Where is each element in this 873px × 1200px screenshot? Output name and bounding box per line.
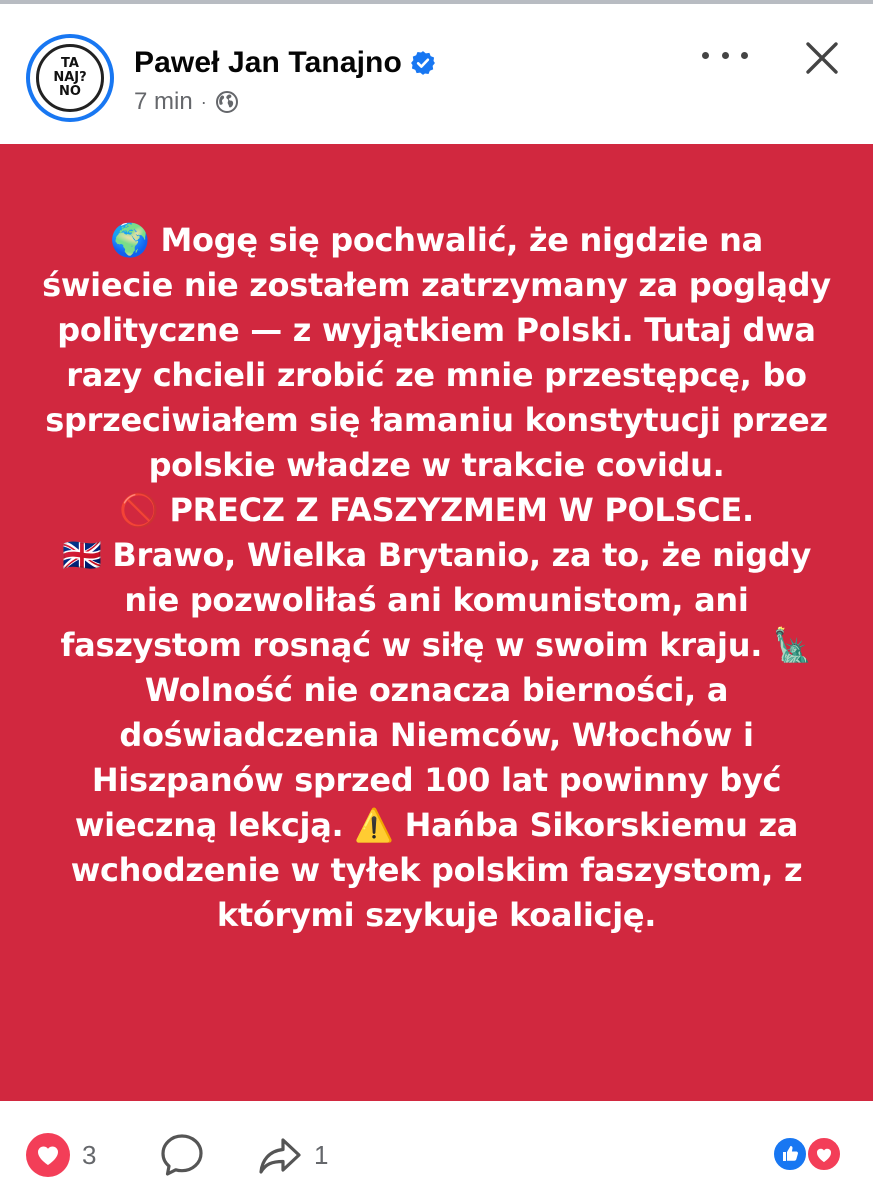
like-button[interactable] [24, 1131, 96, 1179]
post-time[interactable]: 7 min [134, 88, 193, 115]
prohibited-emoji-icon: 🚫 [119, 491, 159, 529]
love-reaction-icon [806, 1136, 842, 1172]
uk-flag-emoji-icon: 🇬🇧 [61, 536, 102, 574]
post-paragraph-3-text-a: Brawo, Wielka Brytanio, za to, że nigdy nie pozwoliłaś ani komunistom, ani faszystom rosnąć w siłę w swoim kraju. [60, 536, 812, 664]
comment-icon [158, 1131, 206, 1179]
avatar-logo-text: TA NAJ? NO [53, 56, 87, 99]
post-header [0, 4, 873, 144]
post-paragraph-1 [40, 218, 833, 488]
author-row [134, 46, 436, 80]
post-actions-bar [0, 1101, 873, 1200]
share-button[interactable] [256, 1131, 328, 1179]
like-count: 3 [82, 1139, 97, 1170]
globe-icon [215, 90, 239, 114]
post-paragraph-2-text: PRECZ Z FASZYZMEM W POLSCE. [158, 491, 754, 529]
reaction-summary[interactable] [772, 1136, 848, 1172]
more-dot [741, 52, 748, 59]
more-dot [722, 52, 729, 59]
more-dot [702, 52, 709, 59]
meta-separator: · [200, 91, 207, 112]
post-text [40, 218, 833, 938]
statue-of-liberty-emoji-icon: 🗽 [772, 626, 813, 664]
post-paragraph-3-text-c: Hańba Sikorskiemu za wchodzenie w tyłek polskim faszystom, z którymi szykuje koalicję. [70, 806, 803, 934]
avatar[interactable] [26, 34, 114, 122]
post-paragraph-3 [40, 533, 833, 938]
post-paragraph-1-text: Mogę się pochwalić, że nigdzie na świecie nie zostałem zatrzymany za poglądy polityczne — z wyjątkiem Polski. Tutaj dwa razy chcieli zrobić ze mnie przestępcę, bo sprzeciwiałem się łamaniu konstytucji przez polskie władze w trakcie covidu. [42, 221, 831, 484]
warning-emoji-icon: ⚠️ [354, 806, 394, 844]
like-reaction-icon [772, 1136, 808, 1172]
share-arrow-icon [256, 1131, 304, 1179]
close-icon[interactable] [802, 38, 842, 78]
more-options-icon[interactable] [702, 40, 748, 70]
globe-emoji-icon: 🌍 [110, 221, 150, 259]
post-paragraph-3-text-b: Wolność nie oznacza bierności, a doświadczenia Niemców, Włochów i Hiszpanów sprzed 100 lat powinny być wieczną lekcją. [74, 671, 782, 844]
comment-button[interactable] [158, 1131, 206, 1179]
verified-badge-icon [410, 50, 436, 76]
share-count: 1 [314, 1139, 329, 1170]
post-paragraph-2 [40, 488, 833, 533]
post-meta [134, 88, 239, 116]
avatar-logo [36, 44, 104, 112]
post-content-background [0, 144, 873, 1101]
heart-reaction-icon [24, 1131, 72, 1179]
author-name[interactable]: Paweł Jan Tanajno [134, 46, 402, 79]
